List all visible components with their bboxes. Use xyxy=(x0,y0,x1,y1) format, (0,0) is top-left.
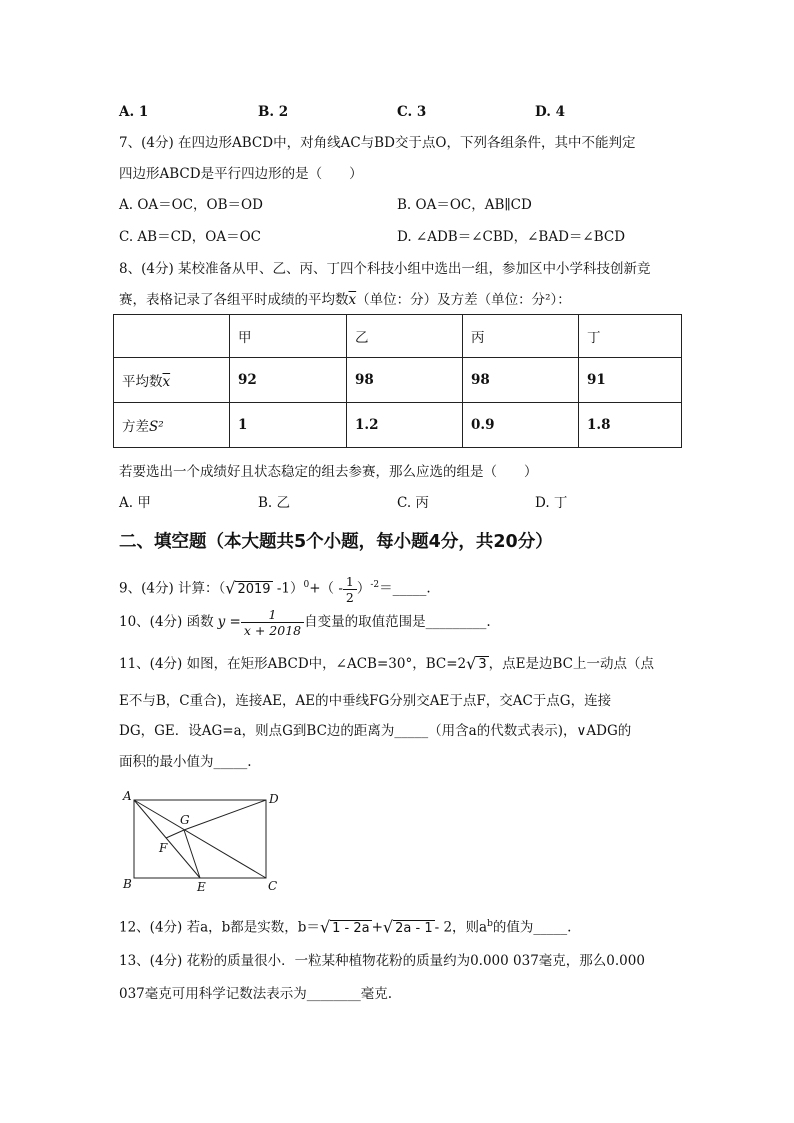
q9-mid2: +（ - xyxy=(309,580,343,597)
table-header-cell xyxy=(114,315,230,358)
q12-radicand2: 2a - 1 xyxy=(395,920,433,936)
q6-option-d: D. 4 xyxy=(535,104,566,120)
label-g: G xyxy=(180,813,190,827)
q8-text-line2b: （单位：分）及方差（单位：分²）： xyxy=(356,292,571,308)
q10-frac-den: x + 2018 xyxy=(243,623,302,638)
table-header-cell: 乙 xyxy=(347,315,463,358)
table-header-row xyxy=(114,315,682,358)
q11-line1a: 11、(4分) 如图，在矩形ABCD中，∠ACB=30°，BC=2 xyxy=(119,656,467,672)
mean-symbol: $\overline{x}$ xyxy=(162,374,171,390)
label-e: E xyxy=(197,880,206,894)
q12-suffix: 的值为_____. xyxy=(492,919,572,936)
q9-exp2: -2 xyxy=(370,580,380,590)
q7-text-line1: 7、(4分) 在四边形ABCD中，对角线AC与BD交于点O，下列各组条件，其中不能判定 xyxy=(119,135,636,151)
table-row-mean xyxy=(114,358,682,403)
table-cell: 1.8 xyxy=(579,403,682,448)
q9-line xyxy=(119,570,431,605)
radical-sign-icon: √ xyxy=(225,578,236,598)
q12-mid: - 2，则a xyxy=(434,919,488,936)
table-header-cell: 丙 xyxy=(463,315,579,358)
segment-fg xyxy=(166,830,184,838)
segment-ae xyxy=(134,800,200,878)
radical-sign-icon: √ xyxy=(466,654,477,673)
section-title: 二、填空题（本大题共5个小题，每小题4分，共20分） xyxy=(119,532,553,552)
q9-suffix: ＝_____. xyxy=(379,580,431,597)
q11-line3: DG，GE．设AG=a，则点G到BC边的距离为_____（用含a的代数式表示)，∨ADG的 xyxy=(119,723,632,739)
q9-mid3: ） xyxy=(356,580,371,597)
variance-symbol: S² xyxy=(149,419,164,435)
q6-option-b: B. 2 xyxy=(258,104,289,120)
segment-dg xyxy=(184,800,266,830)
score-table xyxy=(113,314,682,448)
table-header-cell: 丁 xyxy=(579,315,682,358)
row-label-variance xyxy=(114,403,230,448)
q12-plus: + xyxy=(371,919,383,936)
q12-line xyxy=(119,912,571,940)
label-c: C xyxy=(268,879,278,893)
radical-sign-icon: √ xyxy=(382,917,394,937)
q9-frac-num: 1 xyxy=(343,574,357,590)
q12-prefix: 12、(4分) 若a，b都是实数，b＝ xyxy=(119,919,320,936)
table-header-cell: 甲 xyxy=(230,315,347,358)
row-label-mean xyxy=(114,358,230,403)
q11-line2: E不与B，C重合)，连接AE，AE的中垂线FG分别交AE于点F，交AC于点G，连接 xyxy=(119,693,612,709)
table-cell: 91 xyxy=(579,358,682,403)
q6-option-c: C. 3 xyxy=(397,104,427,120)
table-cell: 1 xyxy=(230,403,347,448)
q11-line1b: ，点E是边BC上一动点（点 xyxy=(488,656,654,672)
rectangle-figure xyxy=(118,786,288,896)
q11-line4: 面积的最小值为_____. xyxy=(119,754,252,770)
q9-frac-den: 2 xyxy=(345,589,354,605)
q8-text-line1: 8、(4分) 某校准备从甲、乙、丙、丁四个科技小组中选出一组，参加区中小学科技创新竞 xyxy=(119,261,651,277)
label-f: F xyxy=(159,841,168,855)
q8-text-line2a: 赛，表格记录了各组平时成绩的平均数 xyxy=(119,292,349,308)
diagonal-ac xyxy=(134,800,266,878)
table-cell: 0.9 xyxy=(463,403,579,448)
q10-frac-num: 1 xyxy=(241,607,304,623)
q7-option-b: B. OA＝OC，AB∥CD xyxy=(397,197,532,213)
variance-label: 方差 xyxy=(122,419,149,435)
q9-fraction xyxy=(343,574,357,605)
q9-prefix: 9、(4分) 计算：（ xyxy=(119,580,226,597)
q8-option-a: A. 甲 xyxy=(119,495,151,511)
q8-option-b: B. 乙 xyxy=(258,495,291,511)
q7-option-c: C. AB＝CD，OA＝OC xyxy=(119,229,261,245)
table-cell: 92 xyxy=(230,358,347,403)
q13-line2: 037毫克可用科学记数法表示为________毫克. xyxy=(119,986,393,1002)
label-a: A xyxy=(123,789,132,803)
label-b: B xyxy=(123,877,132,891)
q8-question: 若要选出一个成绩好且状态稳定的组去参赛，那么应选的组是（ ） xyxy=(119,464,538,480)
q9-mid1: -1） xyxy=(272,580,304,597)
q10-fraction xyxy=(241,607,304,638)
q11-radicand: 3 xyxy=(478,657,487,672)
q8-option-c: C. 丙 xyxy=(397,495,429,511)
table-row-variance xyxy=(114,403,682,448)
q7-option-d: D. ∠ADB＝∠CBD，∠BAD＝∠BCD xyxy=(397,229,626,245)
q11-line1 xyxy=(119,655,654,673)
radical-sign-icon: √ xyxy=(319,917,331,937)
q10-prefix: 10、(4分) 函数 xyxy=(119,614,214,630)
x-bar-symbol: $\overline{x}$ xyxy=(348,292,357,308)
q10-y: y = xyxy=(217,614,241,630)
q10-suffix: 自变量的取值范围是_________. xyxy=(304,614,491,630)
q10-line xyxy=(119,606,491,638)
q13-line1: 13、(4分) 花粉的质量很小．一粒某种植物花粉的质量约为0.000 037毫克，那么0.000 xyxy=(119,953,645,969)
q12-sup: b xyxy=(487,919,493,929)
q8-option-d: D. 丁 xyxy=(535,495,568,511)
mean-label: 平均数 xyxy=(122,374,163,390)
q8-text-line2 xyxy=(119,291,571,309)
q6-option-a: A. 1 xyxy=(119,104,149,120)
table-cell: 1.2 xyxy=(347,403,463,448)
table-cell: 98 xyxy=(463,358,579,403)
q9-exp0: 0 xyxy=(303,580,310,590)
label-d: D xyxy=(269,792,279,806)
q9-radicand: 2019 xyxy=(237,581,271,597)
q7-option-a: A. OA＝OC，OB＝OD xyxy=(119,197,263,213)
table-cell: 98 xyxy=(347,358,463,403)
q12-radicand1: 1 - 2a xyxy=(332,920,370,936)
q7-text-line2: 四边形ABCD是平行四边形的是（ ） xyxy=(119,166,363,182)
